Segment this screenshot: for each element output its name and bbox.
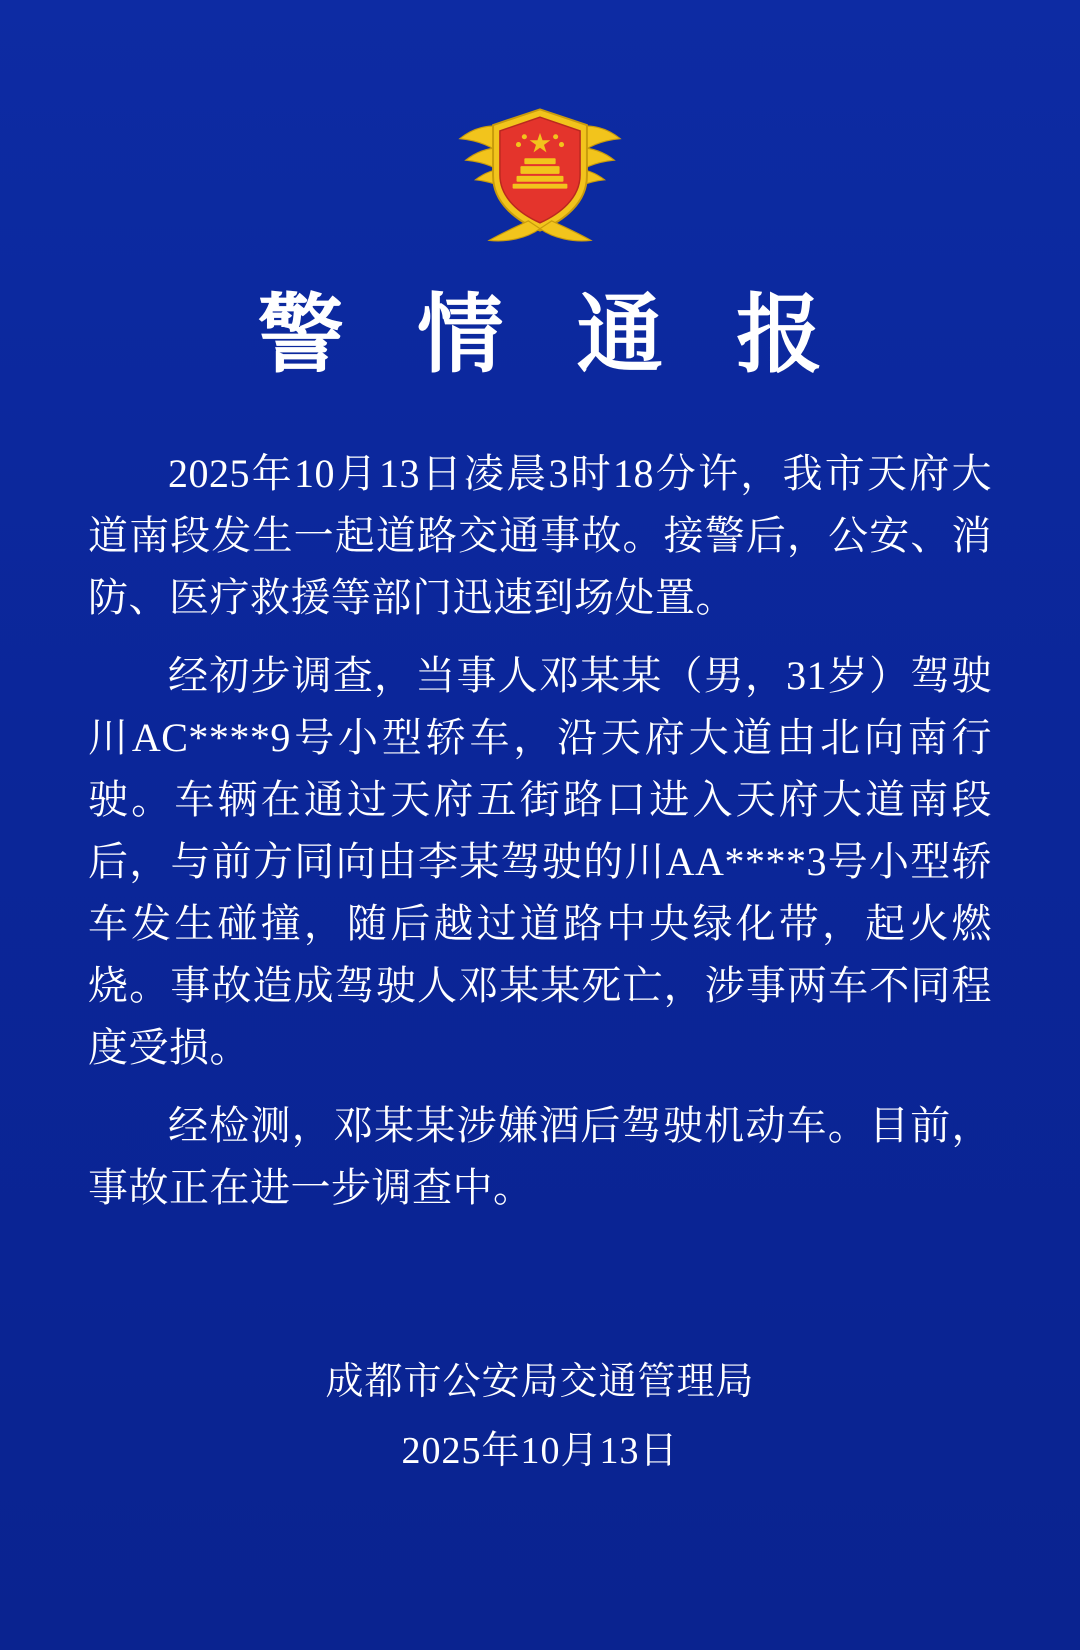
paragraph-2: 经初步调查，当事人邓某某（男，31岁）驾驶川AC****9号小型轿车，沿天府大道由北向南行驶。车辆在通过天府五街路口进入天府大道南段后，与前方同向由李某驾驶的川AA****3号小型轿车发生碰撞，随后越过道路中央绿化带，起火燃烧。事故造成驾驶人邓某某死亡，涉事两车不同程度受损。 bbox=[88, 652, 992, 1070]
police-emblem-icon bbox=[442, 82, 638, 258]
issue-date: 2025年10月13日 bbox=[401, 1430, 679, 1473]
page-title: 警 情 通 报 bbox=[257, 287, 849, 383]
paragraph-3: 经检测，邓某某涉嫌酒后驾驶机动车。目前，事故正在进一步调查中。 bbox=[88, 1102, 992, 1210]
paragraph-1: 2025年10月13日凌晨3时18分许，我市天府大道南段发生一起道路交通事故。接警后，公安、消防、医疗救援等部门迅速到场处置。 bbox=[88, 450, 992, 620]
signature-block bbox=[0, 1354, 1080, 1482]
notice-body bbox=[88, 443, 992, 1219]
issuing-organization: 成都市公安局交通管理局 bbox=[325, 1361, 755, 1404]
emblem-container bbox=[88, 0, 992, 258]
